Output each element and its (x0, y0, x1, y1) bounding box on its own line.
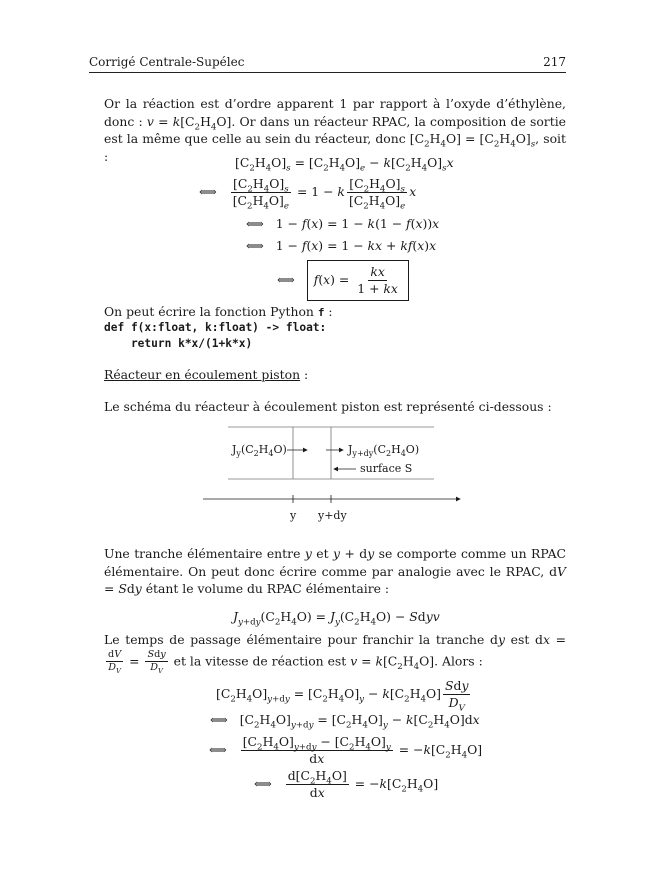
flux-balance-equation: $J_{y+dy}(C_2H_4O) = J_y(C_2H_4O)$ − Sdyv (233, 609, 440, 628)
rpac-eq-line-3: ⟺ 1 − f(x) = 1 − k(1 − f(x))x (246, 216, 440, 231)
piston-eq-line-1: $[C_2H_4O]_{y+dy} = [C_2H_4O]_y - k[C_2H_4O]$ $\frac{\text{Sdy}}{D_V}$ (216, 678, 469, 714)
rpac-eq-line-2: ⟺ $\frac{[C_2H_4O]_s}{[C_2H_4O]_e}$ = 1 − k $\frac{[C_2H_4O]_s}{[C_2H_4O]_e}$ x (199, 176, 417, 212)
intro-paragraph: Or la réaction est d’ordre apparent 1 par rapport à l’oxyde d’éthylène, donc : $v = k[C_2H_4O]$. Or dans un réacteur RPAC, la composition de sortie est la même que celle au sein du réacteur, donc $[C_2H_4O] = [C_2H_4O]_s$, soit : (104, 96, 566, 164)
rpac-eq-line-4: ⟺ 1 − f(x) = 1 − kx + kf(x)x (246, 238, 437, 253)
code-line-2: return k*x/(1+k*x) (104, 337, 253, 351)
piston-eq-line-4: ⟺ $\frac{d[C_2H_4O]}{dx}$ = $-k[C_2H_4O]$ (254, 768, 439, 801)
schema-intro: Le schéma du réacteur à écoulement piston est représenté ci-dessous : (104, 399, 552, 414)
axis-label-ydy: y+dy (318, 509, 347, 522)
python-intro: On peut écrire la fonction Python f : (104, 304, 333, 319)
section-suffix: : (300, 367, 309, 382)
tranche-paragraph: Une tranche élémentaire entre y et y + dy se comporte comme un RPAC élémentaire. On peut donc écrire comme par analogie avec le RPAC, dV = Sdy étant le volume du RPAC élémentaire : (104, 546, 566, 597)
axis-label-y: y (290, 509, 297, 522)
page-number: 217 (543, 55, 566, 69)
section-title: Réacteur en écoulement piston (104, 367, 301, 382)
header-title: Corrigé Centrale-Supélec (89, 55, 245, 69)
piston-eq-line-2: ⟺ $[C_2H_4O]_{y+dy} = [C_2H_4O]_y - k[C_2H_4O]dx$ (210, 712, 480, 731)
rpac-eq-line-1: $[C_2H_4O]_s = [C_2H_4O]_e - k[C_2H_4O]_sx$ (235, 155, 454, 174)
surface-label: surface S (360, 462, 413, 475)
code-line-1: def f(x:float, k:float) -> float: (104, 321, 327, 334)
passage-time-paragraph: Le temps de passage élémentaire pour franchir la tranche dy est dx = $\frac{dV}{D_V}$ = $\frac{\text{Sdy}}{D_V}$ et la vitesse de réaction est $v = k[C_2H_4O]$. Alors : (104, 632, 566, 676)
flux-out-label: $J_{y+dy}(C_2H_4O)$ (348, 443, 420, 458)
flux-in-label: $J_y(C_2H_4O)$ (232, 443, 287, 458)
piston-eq-line-3: ⟺ $\frac{[C_2H_4O]_{y+dy} - [C_2H_4O]_y}{dx}$ = $-k[C_2H_4O]$ (209, 734, 483, 767)
rpac-eq-boxed-result: ⟺ f(x) = $\frac{kx}{1 + kx}$ (277, 260, 409, 301)
